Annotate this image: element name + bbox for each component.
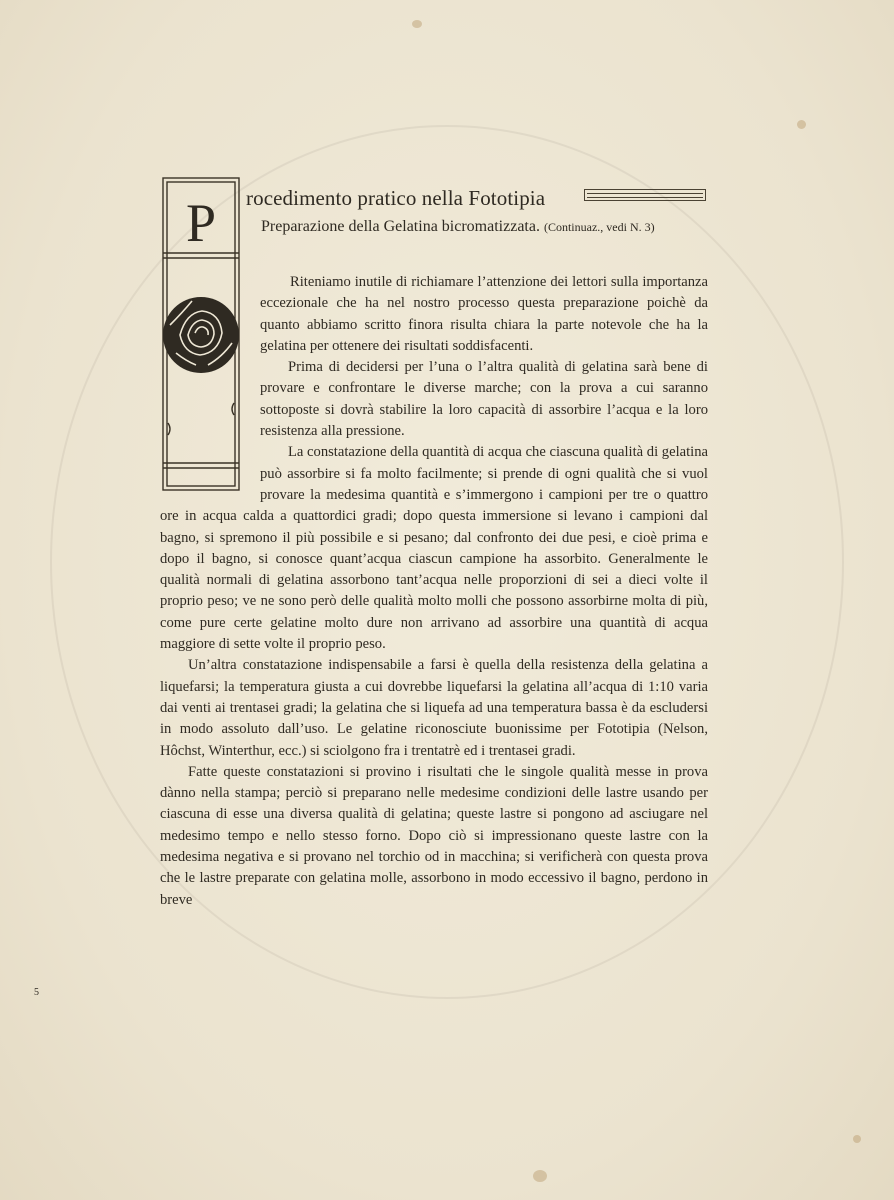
continuation-note: (Continuaz., vedi N. 3): [543, 220, 655, 234]
article-subtitle: [261, 218, 655, 236]
paper-stain: [533, 1170, 547, 1182]
paragraph: La constatazione della quantità di acqua che ciascuna qualità di gelatina può assorbire si fa molto facilmente; si prende di ogni qualità che si vuol provare la medesima quantità e s’immergono i campioni per tre o quattro ore in acqua calda a quattordici gradi; dopo questa immersione si levano i campioni dal bagno, si spremono il più possibile e si pesano; dal confronto dei due pesi, e cioè prima e dopo il bagno, si conosce quant’acqua ciascun campione ha assorbito. Generalmente le qualità normali di gelatina assorbono tant’acqua nelle proporzioni di sei a dieci volte il proprio peso; ve ne sono però delle qualità molto molli che possono assorbirne molta di più, come pure certe gelatine molto dure non arrivano ad assorbire una quantità di acqua maggiore di sette volte il proprio peso.: [160, 444, 708, 653]
paper-stain: [797, 120, 806, 129]
paragraph: Riteniamo inutile di richiamare l’attenzione dei lettori sulla importanza eccezionale che ha nel nostro processo questa preparazione poichè da quanto abbiamo scritto finora risulta chiara la parte notevole che ha la gelatina per ottenere dei risultati soddisfacenti.: [260, 274, 708, 354]
paragraph: Un’altra constatazione indispensabile a farsi è quella della resistenza della gelatina a liquefarsi; la temperatura giusta a cui dovrebbe liquefarsi la gelatina all’acqua di 1:10 varia dai venti ai trentasei gradi; la gelatina che si liquefa ad una temperatura bassa è da escludersi in modo assoluto dall’uso. Le gelatine riconosciute buonissime per Fototipia (Nelson, Hôchst, Winterthur, ecc.) si sciolgono fra i trentatrè ed i trentasei gradi.: [160, 657, 708, 759]
drop-cap-letter: P: [185, 193, 217, 253]
paragraph: Fatte queste constatazioni si provino i risultati che le singole qualità messe in prova dànno nella stampa; perciò si preparano nelle medesime condizioni delle lastre usando per ciascuna di esse una diversa qualità di gelatina; queste lastre si pongono ad asciugare nel medesimo tempo e nello stesso forno. Dopo ciò si impressionano queste lastre con la medesima negativa e si provano nel torchio od in macchina; si verificherà con questa prova che le lastre preparate con gelatina molle, assorbono in modo eccessivo il bagno, perdono in breve: [160, 763, 708, 908]
article-title: rocedimento pratico nella Fototipia: [246, 186, 546, 210]
ornament-spacer: [160, 272, 260, 496]
paragraph: Prima di decidersi per l’una o l’altra qualità di gelatina sarà bene di provare e confrontare le diverse marche; con la prova a cui saranno sottoposte si dovrà stabilire la loro capacità di assorbire l’acqua e la loro resistenza alla pressione.: [260, 359, 708, 440]
subtitle-text: Preparazione della Gelatina bicromatizzata.: [261, 218, 540, 235]
paper-stain: [853, 1135, 861, 1143]
title-decorative-rule: [584, 189, 706, 201]
page-number: 5: [34, 987, 39, 998]
paper-stain: [412, 20, 422, 28]
article-body: [160, 272, 708, 911]
